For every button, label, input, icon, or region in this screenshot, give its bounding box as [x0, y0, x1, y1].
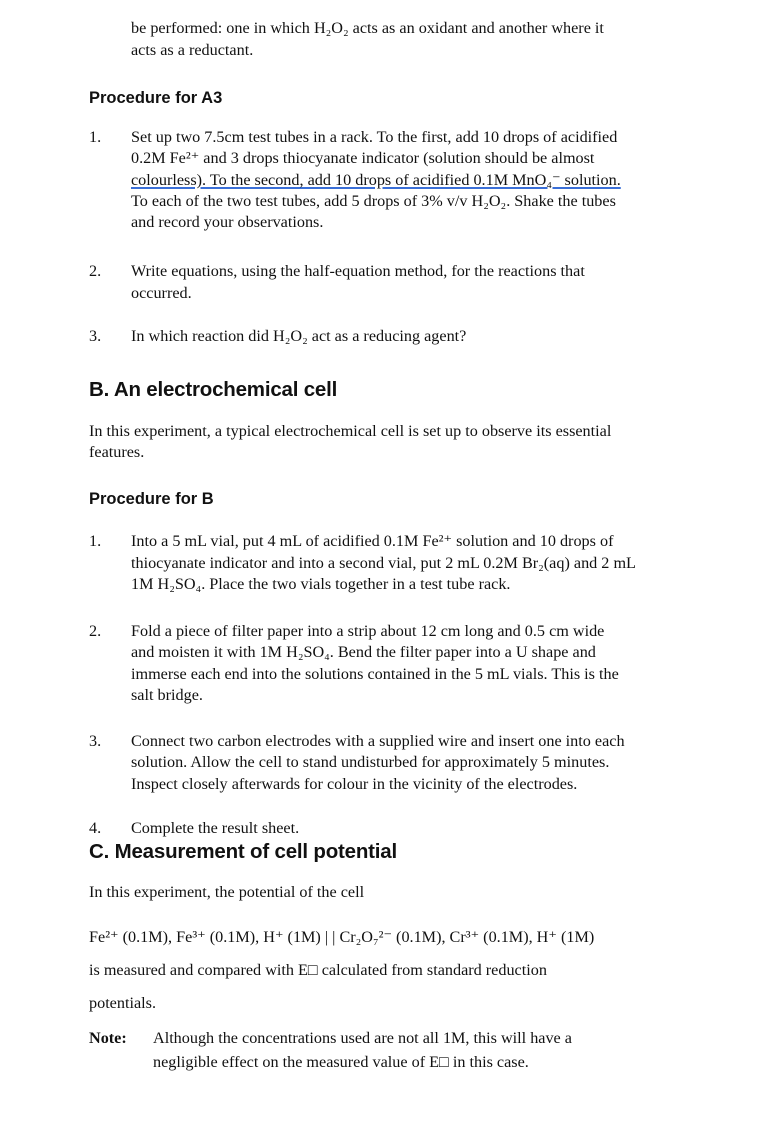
section-c-title: C. Measurement of cell potential	[89, 840, 397, 863]
b-item-3-number: 3.	[89, 732, 102, 750]
b-item-4-line-1: Complete the result sheet.	[131, 819, 300, 837]
note-label: Note:	[89, 1029, 127, 1047]
section-c-line-2: is measured and compared with E□ calculated from standard reduction	[89, 961, 547, 979]
b-item-1-number: 1.	[89, 532, 102, 550]
b-item-3-line-2: solution. Allow the cell to stand undisturbed for approximately 5 minutes.	[131, 753, 610, 771]
section-c-line-3: potentials.	[89, 994, 156, 1012]
b-item-2-number: 2.	[89, 622, 102, 640]
b-item-2-line-1: Fold a piece of filter paper into a strip about 12 cm long and 0.5 cm wide	[131, 622, 605, 640]
b-item-2-line-3: immerse each end into the solutions contained in the 5 mL vials. This is the	[131, 665, 619, 683]
section-b-title: B. An electrochemical cell	[89, 378, 338, 401]
a3-item-3-line-1: In which reaction did H₂O₂ act as a reducing agent?	[131, 327, 467, 345]
a3-item-3-number: 3.	[89, 327, 102, 345]
a3-item-2-number: 2.	[89, 262, 102, 280]
b-item-2-line-4: salt bridge.	[131, 686, 203, 704]
section-c-intro: In this experiment, the potential of the cell	[89, 883, 365, 901]
b-item-3-line-1: Connect two carbon electrodes with a supplied wire and insert one into each	[131, 732, 625, 750]
intro-line-2: acts as a reductant.	[131, 41, 254, 59]
b-item-1-line-2: thiocyanate indicator and into a second vial, put 2 mL 0.2M Br₂(aq) and 2 mL	[131, 554, 636, 572]
a3-item-2-line-1: Write equations, using the half-equation method, for the reactions that	[131, 262, 585, 280]
b-item-3-line-3: Inspect closely afterwards for colour in the vicinity of the electrodes.	[131, 775, 578, 793]
procedure-b-heading: Procedure for B	[89, 490, 214, 508]
note-line-1: Although the concentrations used are not all 1M, this will have a	[153, 1029, 572, 1047]
section-b-intro-line-2: features.	[89, 443, 145, 461]
b-item-4-number: 4.	[89, 819, 102, 837]
b-item-2-line-2: and moisten it with 1M H₂SO₄. Bend the filter paper into a U shape and	[131, 643, 596, 661]
a3-item-1-line-1: Set up two 7.5cm test tubes in a rack. To the first, add 10 drops of acidified	[131, 128, 618, 146]
intro-line-1: be performed: one in which H₂O₂ acts as an oxidant and another where it	[131, 19, 604, 37]
section-b-intro-line-1: In this experiment, a typical electrochemical cell is set up to observe its essential	[89, 422, 612, 440]
a3-item-1-line-4: To each of the two test tubes, add 5 drops of 3% v/v H₂O₂. Shake the tubes	[131, 192, 616, 210]
b-item-1-line-3: 1M H₂SO₄. Place the two vials together in a test tube rack.	[131, 575, 511, 593]
a3-item-1-line-5: and record your observations.	[131, 213, 324, 231]
b-item-1-line-1: Into a 5 mL vial, put 4 mL of acidified 0.1M Fe²⁺ solution and 10 drops of	[131, 532, 614, 550]
note-line-2: negligible effect on the measured value of E□ in this case.	[153, 1053, 529, 1071]
procedure-a3-heading: Procedure for A3	[89, 89, 223, 107]
a3-item-1-line-2: 0.2M Fe²⁺ and 3 drops thiocyanate indicator (solution should be almost	[131, 149, 595, 167]
cell-notation: Fe²⁺ (0.1M), Fe³⁺ (0.1M), H⁺ (1M) | | Cr₂O₇²⁻ (0.1M), Cr³⁺ (0.1M), H⁺ (1M)	[89, 928, 595, 946]
a3-item-1-number: 1.	[89, 128, 102, 146]
a3-item-1-line-3: colourless). To the second, add 10 drops of acidified 0.1M MnO₄⁻ solution.	[131, 171, 621, 189]
a3-item-2-line-2: occurred.	[131, 284, 192, 302]
